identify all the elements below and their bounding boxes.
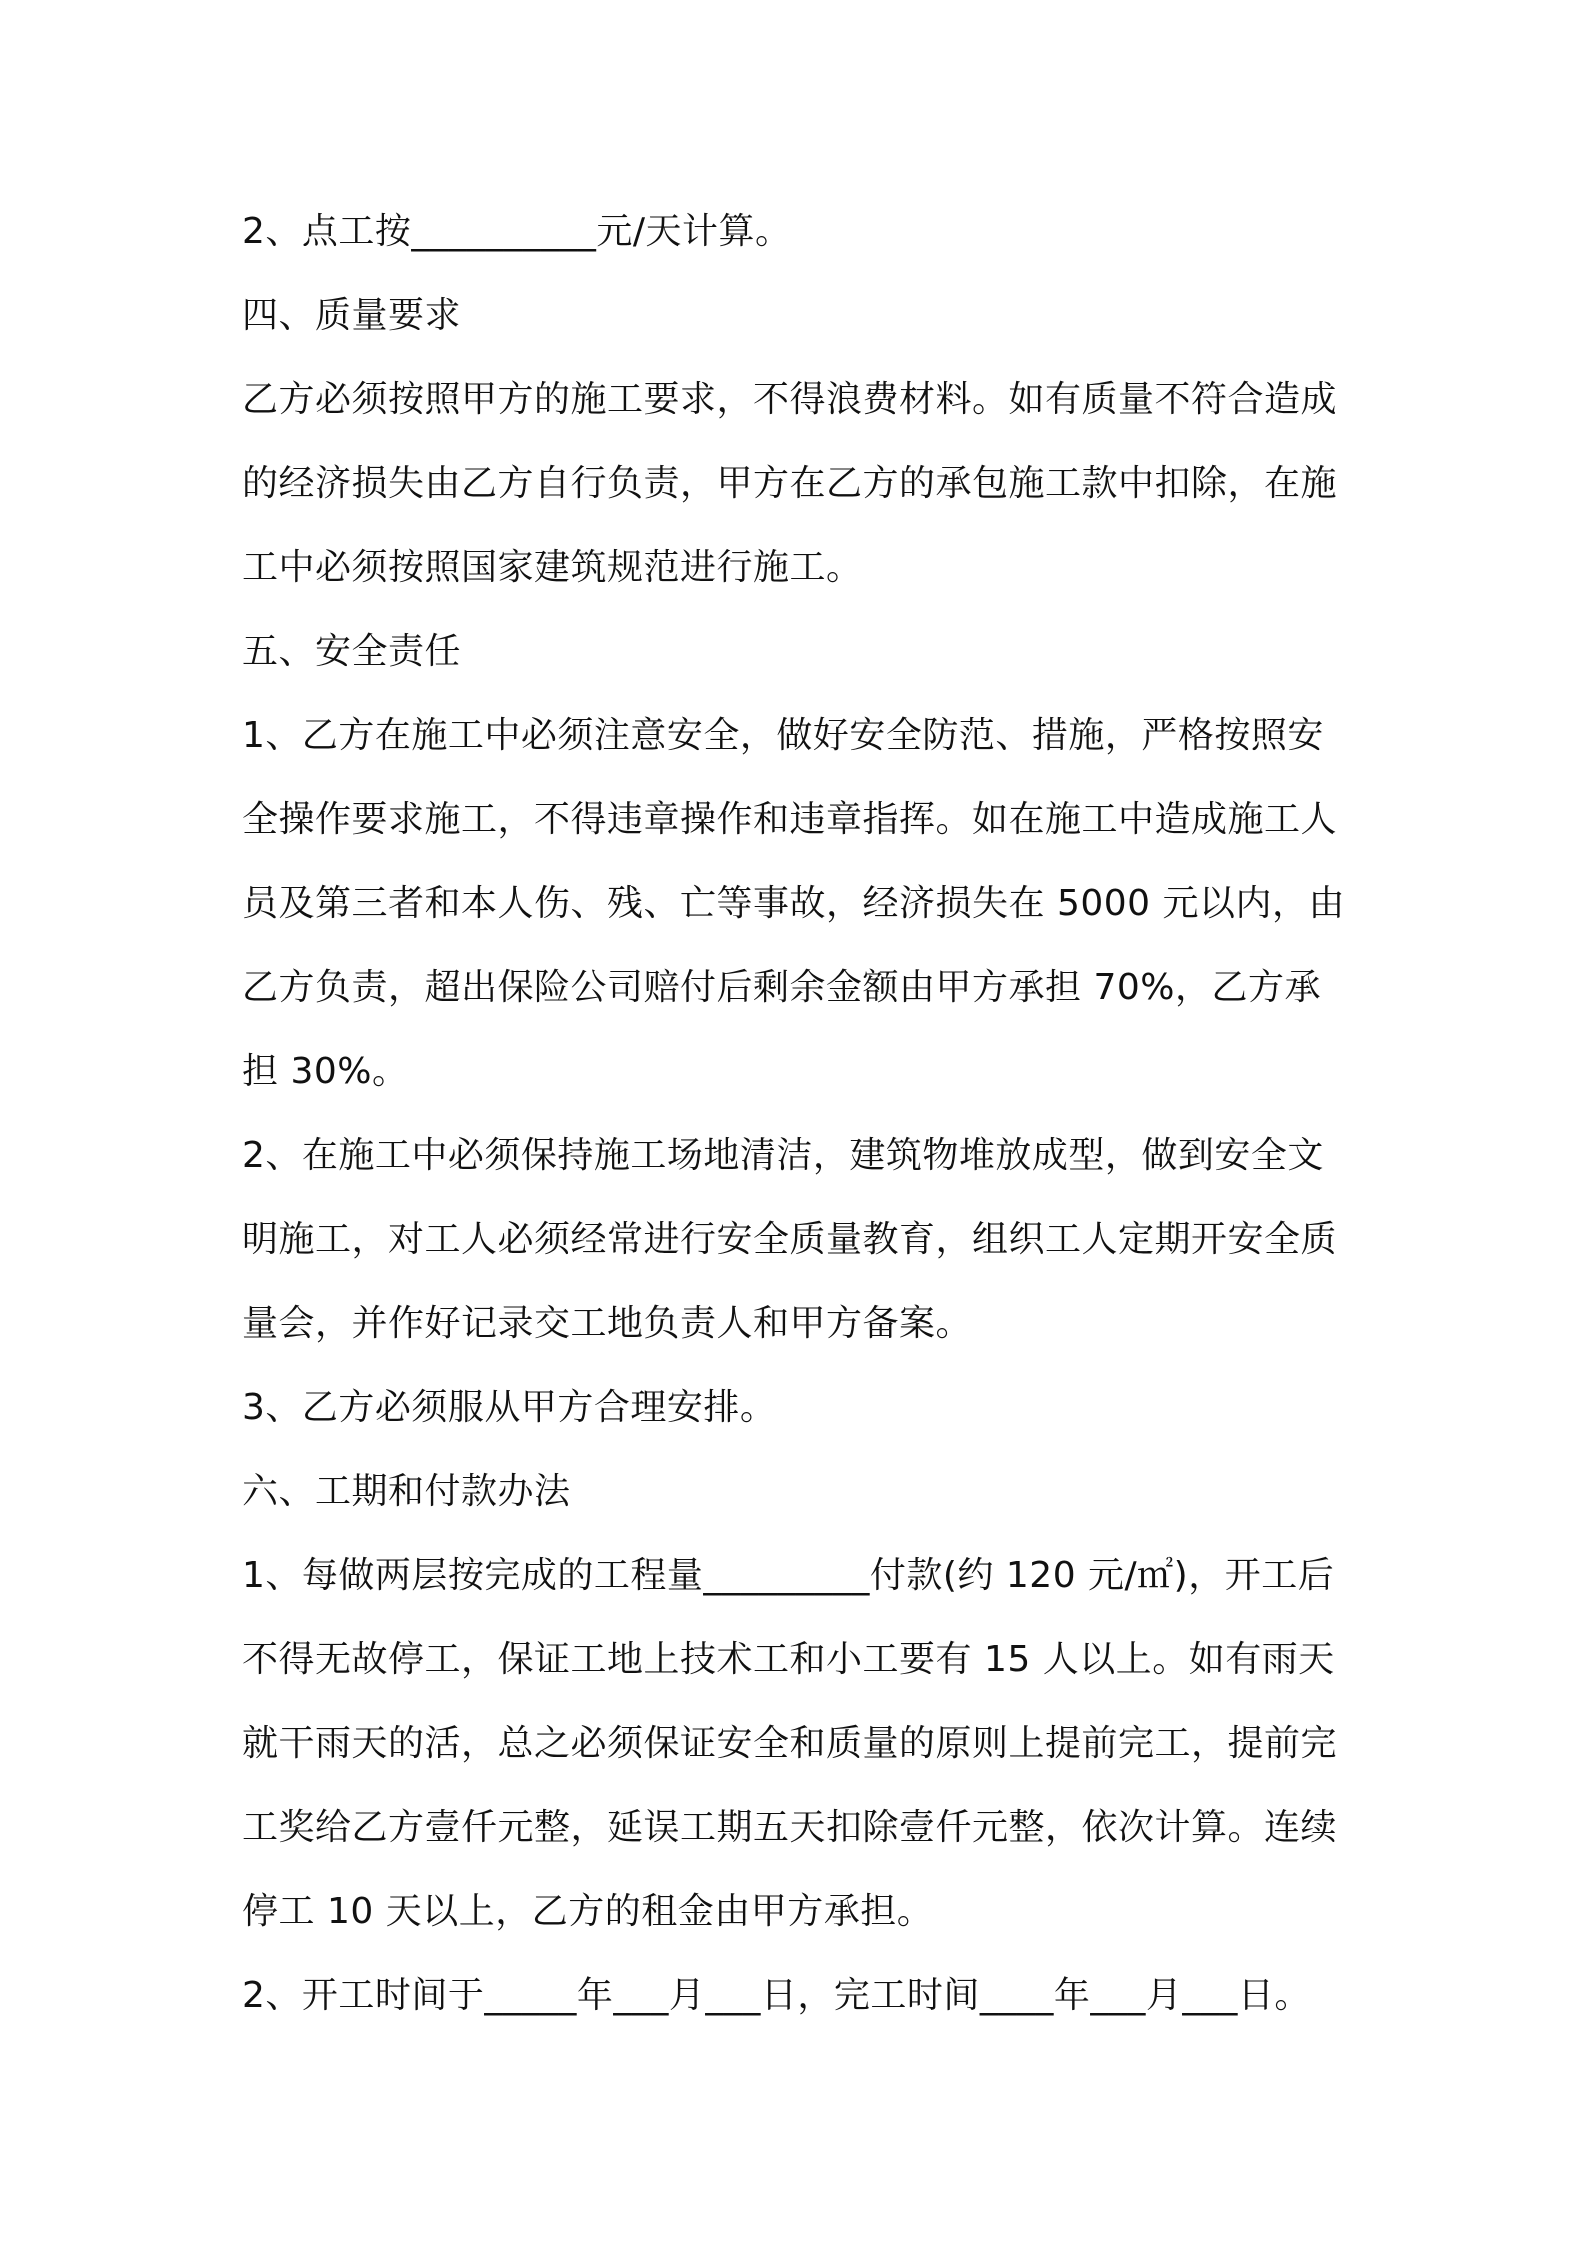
paragraph-line: 明施工，对工人必须经常进行安全质量教育，组织工人定期开安全质 <box>242 1219 1338 1260</box>
paragraph-line: 乙方必须按照甲方的施工要求，不得浪费材料。如有质量不符合造成 <box>242 379 1338 420</box>
section-heading-safety: 五、安全责任 <box>242 631 462 672</box>
paragraph-line: 工中必须按照国家建筑规范进行施工。 <box>242 547 863 588</box>
section-heading-quality: 四、质量要求 <box>242 295 462 336</box>
paragraph-line: 全操作要求施工，不得违章操作和违章指挥。如在施工中造成施工人 <box>242 799 1338 840</box>
clause-text-suffix: 付款(约 120 元/㎡)，开工后 <box>869 1555 1335 1596</box>
paragraph-line: 不得无故停工，保证工地上技术工和小工要有 15 人以上。如有雨天 <box>242 1639 1335 1680</box>
clause-text-prefix: 2、点工按 <box>242 211 412 252</box>
paragraph-line: 2、在施工中必须保持施工场地清洁，建筑物堆放成型，做到安全文 <box>242 1135 1324 1176</box>
paragraph-line: 就干雨天的活，总之必须保证安全和质量的原则上提前完工，提前完 <box>242 1723 1338 1764</box>
paragraph-line: 乙方负责，超出保险公司赔付后剩余金额由甲方承担 70%，乙方承 <box>242 967 1321 1008</box>
paragraph-line: 工奖给乙方壹仟元整，延误工期五天扣除壹仟元整，依次计算。连续 <box>242 1807 1338 1848</box>
paragraph-line: 的经济损失由乙方自行负责，甲方在乙方的承包施工款中扣除，在施 <box>242 463 1338 504</box>
clause-payment-per-two-floors <box>242 1552 1362 1600</box>
paragraph-line: 停工 10 天以上，乙方的租金由甲方承担。 <box>242 1891 934 1932</box>
paragraph-line: 量会，并作好记录交工地负责人和甲方备案。 <box>242 1303 973 1344</box>
paragraph-line: 3、乙方必须服从甲方合理安排。 <box>242 1387 777 1428</box>
paragraph-line: 员及第三者和本人伤、残、亡等事故，经济损失在 5000 元以内，由 <box>242 883 1346 924</box>
paragraph-line: 担 30%。 <box>242 1051 409 1092</box>
section-heading-schedule-payment: 六、工期和付款办法 <box>242 1471 571 1512</box>
clause-text-suffix: 元/天计算。 <box>596 211 792 252</box>
clause-start-end-dates: 2、开工时间于_____年___月___日，完工时间____年___月___日。 <box>242 1975 1311 2016</box>
clause-day-labor-rate <box>242 208 1362 256</box>
paragraph-line: 1、乙方在施工中必须注意安全，做好安全防范、措施，严格按照安 <box>242 715 1324 756</box>
fill-in-blank: __________ <box>411 211 597 252</box>
fill-in-blank: _________ <box>703 1555 870 1596</box>
clause-text-prefix: 1、每做两层按完成的工程量 <box>242 1555 704 1596</box>
